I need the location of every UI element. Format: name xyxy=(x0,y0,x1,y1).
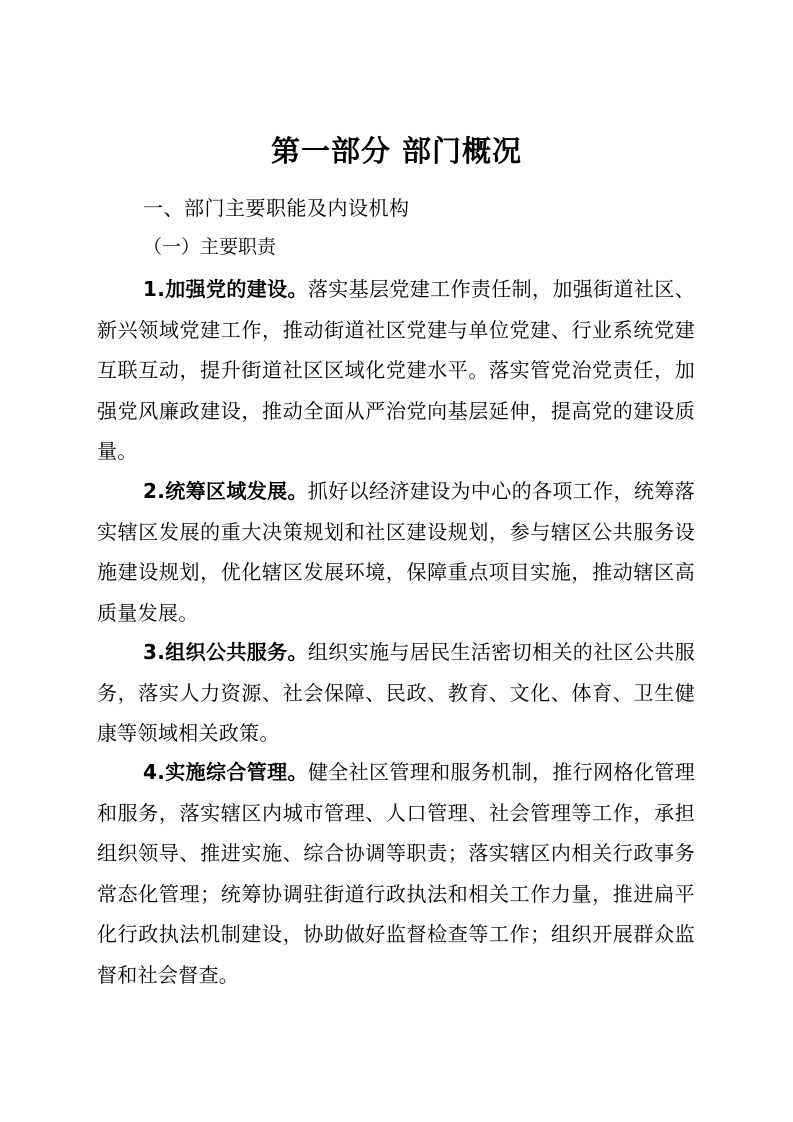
subsection-heading: （一）主要职责 xyxy=(143,236,277,258)
duty-paragraph-4 xyxy=(97,752,695,995)
section-heading: 一、部门主要职能及内设机构 xyxy=(143,196,410,220)
duty-text-3: 组织实施与居民生活密切相关的社区公共服务，落实人力资源、社会保障、民政、教育、文化、体育、卫生健康等领域相关政策。 xyxy=(97,640,695,745)
duty-text-4: 健全社区管理和服务机制，推行网格化管理和服务，落实辖区内城市管理、人口管理、社会管理等工作，承担组织领导、推进实施、综合协调等职责；落实辖区内相关行政事务常态化管理；统筹协调驻街道行政执法和相关工作力量，推进扁平化行政执法机制建设，协助做好监督检查等工作；组织开展群众监督和社会督查。 xyxy=(97,760,695,987)
duty-lead-1: 1.加强党的建设。 xyxy=(143,277,308,301)
duty-lead-2: 2.统筹区域发展。 xyxy=(143,479,308,503)
duty-text-1: 落实基层党建工作责任制，加强街道社区、新兴领域党建工作，推动街道社区党建与单位党建、行业系统党建互联互动，提升街道社区区域化党建水平。落实管党治党责任，加强党风廉政建设，推动全面从严治党向基层延伸，提高党的建设质量。 xyxy=(97,277,695,463)
duty-text-2: 抓好以经济建设为中心的各项工作，统筹落实辖区发展的重大决策规划和社区建设规划，参与辖区公共服务设施建设规划，优化辖区发展环境，保障重点项目实施，推动辖区高质量发展。 xyxy=(97,479,695,625)
duty-lead-4: 4.实施综合管理。 xyxy=(143,760,308,784)
duty-paragraph-1 xyxy=(97,269,695,472)
duty-paragraph-3 xyxy=(97,632,695,754)
duty-lead-3: 3.组织公共服务。 xyxy=(143,640,308,664)
page-title: 第一部分 部门概况 xyxy=(270,134,523,168)
duty-paragraph-2 xyxy=(97,471,695,633)
